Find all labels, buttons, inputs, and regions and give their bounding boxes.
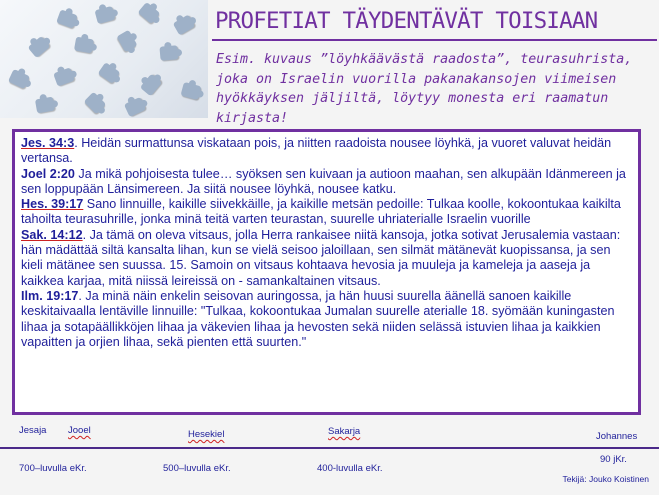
timeline-label-sakarja: Sakarja (328, 426, 361, 437)
author-credit: Tekijä: Jouko Koistinen (562, 474, 649, 484)
verse-text: . Heidän surmattunsa viskataan pois, ja niitten raadoista nousee löyhkä, ja vuoret valuvat heidän vertansa. (21, 136, 612, 166)
title-underline (212, 39, 657, 41)
verse-text: Sano linnuille, kaikille siivekkäille, ja kaikille metsän pedoille: Tulkaa koolle, kokoontukaa kaikilta tahoilta teurasuhrille, jonka minä teitä varten teurastan, suurelle uhriaterialle Israelin vuorille (21, 197, 621, 227)
puzzle-pieces-image (0, 0, 208, 118)
intro-text: Esim. kuvaus ”löyhkäävästä raadosta”, teurasuhrista, joka on Israelin vuorilla pakanakansojen viimeisen hyökkäyksen jäljiltä, löytyy monesta eri raamatun kirjasta! (216, 52, 633, 126)
timeline-label-joel: Jooel (68, 425, 91, 436)
slide-title: PROFETIAT TÄYDENTÄVÄT TOISIAAN (215, 8, 598, 34)
verse-joel (21, 167, 632, 198)
timeline-date-500bc: 500–luvulla eKr. (163, 463, 231, 474)
timeline-line (0, 447, 659, 449)
timeline-date-90ad: 90 jKr. (600, 454, 627, 465)
verse-jesaja (21, 136, 632, 167)
verse-reference: Joel 2:20 (21, 166, 75, 181)
verse-sakarja (21, 228, 632, 289)
timeline-label-johannes: Johannes (596, 431, 638, 442)
verse-reference: Jes. 34:3 (21, 136, 75, 150)
verse-text: . Ja tämä on oleva vitsaus, jolla Herra rankaisee niitä kansoja, jotka sotivat Jerusalemia vastaan: hän mädättää siltä kansalta lihan, kun se vielä seisoo jaloillaan, sen silmät mätänevät kuopissansa, ja sen kieli mätänee sen suussa. 15. Samoin on vitsaus kohtaava hevosia ja muuleja ja kameleja ja aaseja ja kaikkea karjaa, mitä niissä leireissä on - samankaltainen vitsaus. (21, 227, 621, 288)
verse-box (12, 129, 641, 415)
verse-reference: Hes. 39:17 (21, 197, 84, 212)
timeline-date-400bc: 400-luvulla eKr. (317, 463, 383, 474)
verse-text: . Ja minä näin enkelin seisovan auringossa, ja hän huusi suurella äänellä sanoen kaikille keskitaivaalla lentäville linnuille: "Tulkaa, kokoontukaa Jumalan suurelle aterialle 18. syömään kuningasten lihaa ja sotapäällikköjen lihaa ja väkevien lihaa ja hevosten sekä niiden selässä istuvien lihaa ja kaikkien vapaitten ja orjien lihaa, sekä pienten että suurten." (21, 288, 615, 349)
verse-reference: Ilm. 19:17 (21, 288, 79, 303)
timeline-label-hesekiel: Hesekiel (188, 429, 225, 440)
timeline-date-700bc: 700–luvulla eKr. (19, 463, 87, 474)
verse-text: Ja mikä pohjoisesta tulee… syöksen sen kuivaan ja autioon maahan, sen alkupään Idänmereen ja sen loppupään Länsimereen. Ja siitä nousee löyhkä, nousee katku. (21, 166, 626, 196)
verse-reference: Sak. 14:12 (21, 227, 83, 242)
verse-hesekiel (21, 197, 632, 228)
verse-ilmestys (21, 289, 632, 350)
timeline-label-jesaja: Jesaja (19, 425, 47, 436)
